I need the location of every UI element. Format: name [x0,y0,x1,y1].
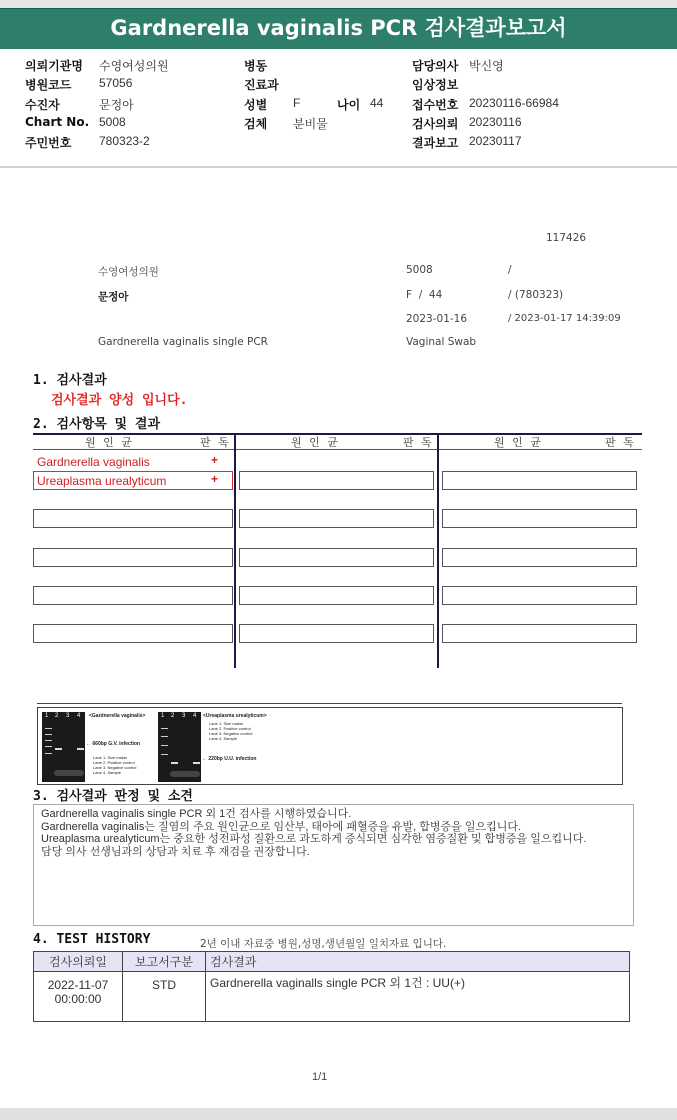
summary-slash: / [508,264,512,276]
history-header-row [34,952,630,972]
history-row [34,972,630,1022]
col-pathogen-2: 원 인 균 [291,436,340,449]
opinion-line: 담당 의사 선생님과의 상담과 치료 후 재검을 권장합니다. [41,845,310,858]
col-request-date: 검사의뢰일 [34,952,123,972]
summary-date-reported: / 2023-01-17 14:39:09 [508,313,621,324]
empty-row [239,509,434,528]
label-doctor: 담당의사 [412,59,459,73]
history-result: Gardnerella vaginalls single PCR 외 1건 : UU(+) [206,972,630,1022]
col-judgement-3: 판 독 [605,436,636,449]
column-divider-2 [437,435,439,668]
lane-number: 2 [171,713,175,719]
primer-dimer [54,770,84,776]
gel-title-uu: <Ureaplasma urealyticum> [203,713,267,719]
sample-band [193,762,200,764]
result-summary: 검사결과 양성 입니다. [51,393,188,408]
lane-number: 4 [77,713,81,719]
value-institution: 수영여성의원 [99,59,169,73]
label-department: 진료과 [244,78,279,92]
section-2-heading: 2. 검사항목 및 결과 [33,417,161,432]
page-number: 1/1 [312,1071,328,1083]
legend-line: Lane 2. Positive control [209,726,251,731]
empty-row [442,586,637,605]
section-3-heading: 3. 검사결과 판정 및 소견 [33,789,193,804]
section-1-heading: 1. 검사결과 [33,373,107,388]
value-request-date: 20230116 [469,115,522,129]
gel-image-uu [158,712,201,782]
empty-row [239,624,434,643]
positive-band [55,748,62,750]
empty-row [442,624,637,643]
lane-number: 1 [161,713,165,719]
bottom-strip [0,1108,677,1120]
summary-test-name: Gardnerella vaginalis single PCR [98,336,268,348]
judgement-value: + [211,453,219,467]
label-institution: 의뢰기관명 [25,59,83,73]
lane-number: 3 [66,713,70,719]
col-judgement-2: 판 독 [403,436,434,449]
value-report-date: 20230117 [469,134,522,148]
legend-line: Lane 2. Positive control [93,760,135,765]
section-4-heading: 4. TEST HISTORY [33,932,151,947]
lane-number: 2 [55,713,59,719]
lane-number: 1 [45,713,49,719]
history-note: 2년 이내 자료중 병원,성명,생년월일 일치자료 입니다. [200,938,447,950]
empty-row [33,509,233,528]
legend-line: Lane 1. Size maker [93,755,128,760]
ladder-band [161,736,168,737]
value-hospital-code: 57056 [99,76,133,90]
primer-dimer [170,771,200,777]
empty-row [33,586,233,605]
top-strip [0,0,677,8]
gel-top-rule [37,703,622,704]
ladder-band [161,754,168,755]
empty-row [442,471,637,490]
band-label-gv-text: 660bp G.V. infection [92,741,140,747]
opinion-text [41,808,586,858]
pathogen-name: Ureaplasma urealyticum [37,474,167,488]
positive-band [171,762,178,764]
value-chart-no: 5008 [99,115,126,129]
legend-line: Lane 3. Negative control [93,765,137,770]
gel-legend-gv [93,755,136,775]
ladder-band [161,745,168,746]
label-receipt-no: 접수번호 [412,98,459,112]
history-time: 00:00:00 [54,992,102,1006]
empty-row [239,586,434,605]
gel-title-gv: <Gardnerella vaginalis> [89,713,146,719]
gel-panel [37,707,623,785]
opinion-line: Gardnerella vaginalis single PCR 외 1건 검사를 시행하였습니다. [41,808,352,820]
gel-legend-uu [209,721,252,741]
summary-name: 문정아 [98,291,129,303]
value-resident-no: 780323-2 [99,134,150,148]
empty-row [442,548,637,567]
ladder-band [45,746,52,747]
value-receipt-no: 20230116-66984 [469,96,559,110]
label-ward: 병동 [244,59,268,73]
empty-row [239,471,434,490]
gel-image-gv [42,712,85,782]
opinion-line: Ureaplasma urealyticum는 중요한 성전파성 질환으로 과도하게 증식되면 심각한 염증질환 및 합병증을 일으킵니다. [41,833,587,845]
ladder-band [45,740,52,741]
empty-row [442,509,637,528]
value-patient: 문정아 [99,98,134,112]
column-divider-1 [234,435,236,668]
label-patient: 수진자 [25,98,60,112]
history-table [33,951,630,1022]
value-doctor: 박신영 [469,59,504,73]
ladder-band [45,728,52,729]
summary-birth: / (780323) [508,289,564,301]
summary-specimen: Vaginal Swab [406,336,477,348]
lane-number: 3 [182,713,186,719]
ladder-band [45,753,52,754]
label-age: 나이 [337,98,361,112]
band-label-gv: ← 660bp G.V. infection [86,741,140,747]
band-label-uu-text: 220bp U.U. infection [208,756,257,762]
legend-line: Lane 4. Sample [209,736,238,741]
label-resident-no: 주민번호 [25,136,72,150]
label-request-date: 검사의뢰 [412,117,459,131]
value-sex: F [293,96,301,110]
col-judgement-1: 판 독 [200,436,231,449]
pathogen-name: Gardnerella vaginalis [37,455,150,469]
label-report-date: 결과보고 [412,136,459,150]
judgement-value: + [211,472,219,486]
value-specimen: 분비물 [293,117,328,131]
report-title: Gardnerella vaginalis PCR 검사결과보고서 [110,16,567,40]
label-specimen: 검체 [244,117,268,131]
empty-row [33,624,233,643]
label-sex: 성별 [244,98,268,112]
empty-row [239,548,434,567]
col-pathogen-1: 원 인 균 [85,436,134,449]
header-divider [0,166,677,168]
col-report-type: 보고서구분 [123,952,206,972]
empty-row [33,548,233,567]
legend-line: Lane 4. Sample [93,770,122,775]
history-date: 2022-11-07 [47,978,109,992]
sample-band [77,748,84,750]
legend-line: Lane 1. Size maker [209,721,244,726]
col-pathogen-3: 원 인 균 [494,436,543,449]
summary-sex-age: F / 44 [406,289,443,301]
opinion-line: Gardnerella vaginalis는 질염의 주요 원인균으로 임산부, 태아에 패혈증을 유발, 합병증을 일으킵니다. [41,820,522,833]
legend-line: Lane 3. Negative control [209,731,253,736]
col-test-result: 검사결과 [206,952,630,972]
label-clinical-info: 임상정보 [412,78,459,92]
summary-clinic: 수영여성의원 [98,266,159,278]
label-chart-no: Chart No. [25,115,90,129]
history-type: STD [123,972,206,1022]
ladder-band [161,728,168,729]
summary-date-received: 2023-01-16 [406,313,468,325]
lane-number: 4 [193,713,197,719]
value-age: 44 [370,96,384,110]
ladder-band [45,734,52,735]
label-hospital-code: 병원코드 [25,78,72,92]
history-date-cell [34,972,123,1022]
summary-chart: 5008 [406,264,433,276]
band-label-uu: ← 220bp U.U. infection [202,756,257,762]
summary-code: 117426 [546,232,587,244]
